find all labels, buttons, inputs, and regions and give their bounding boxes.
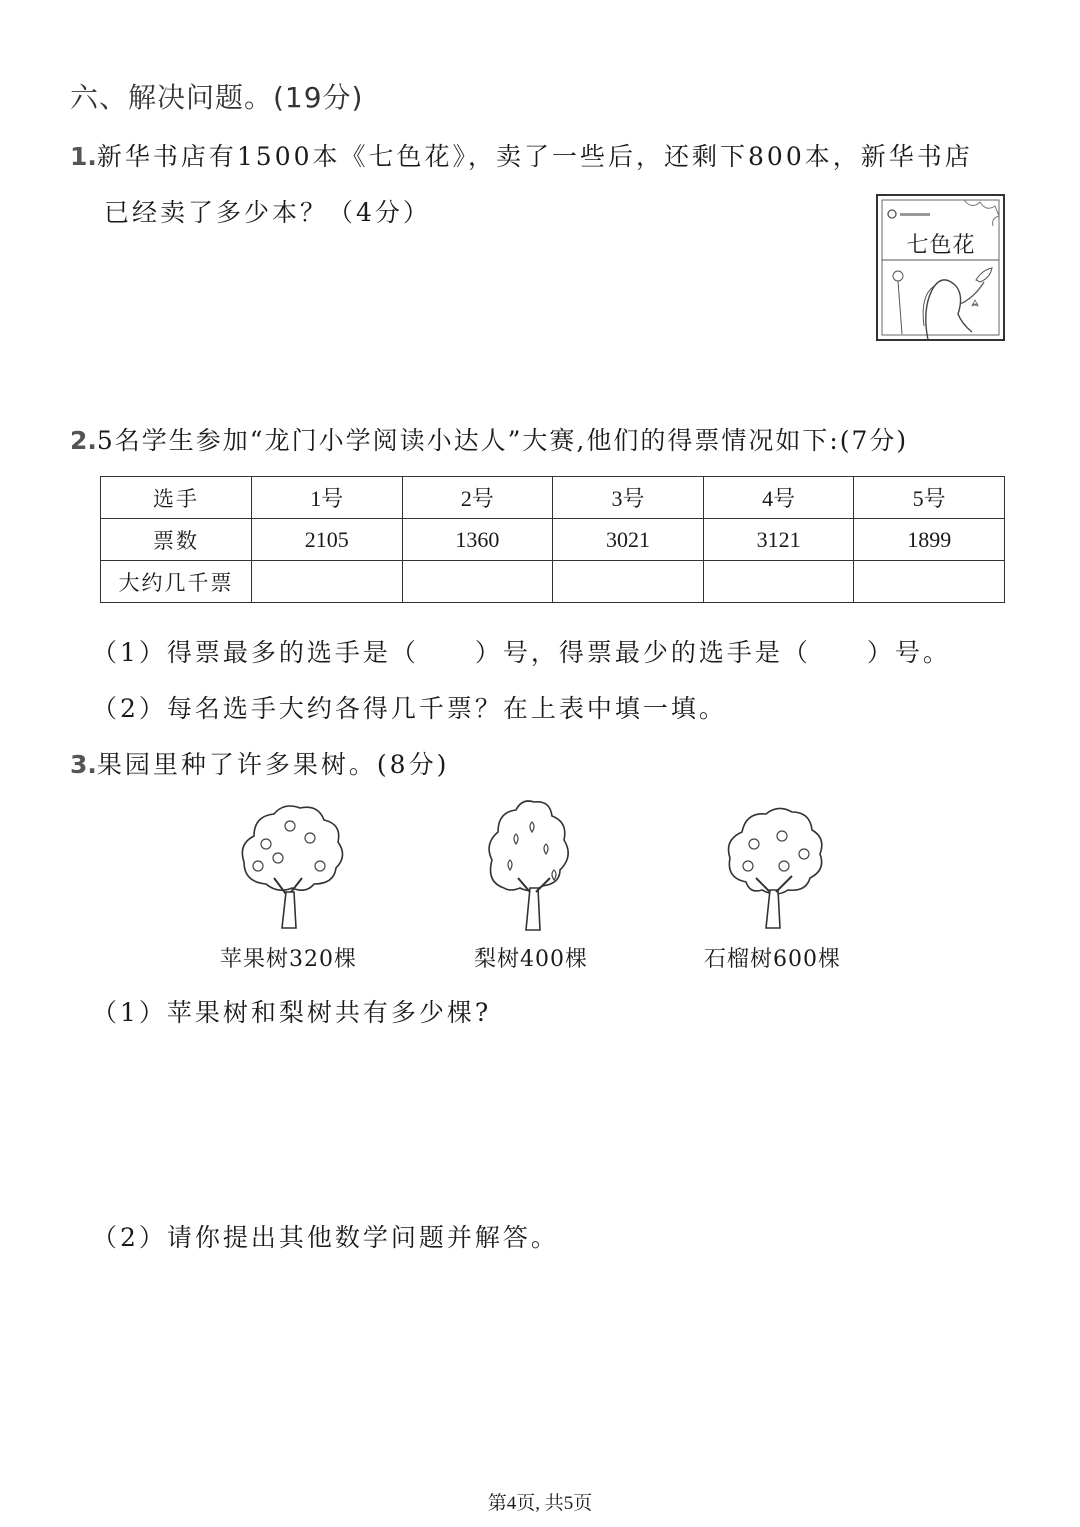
table-cell-votes: 1899 bbox=[854, 519, 1005, 561]
question-2-sub-2: （2）每名选手大约各得几千票？在上表中填一填。 bbox=[92, 694, 727, 723]
table-cell-votes: 1360 bbox=[402, 519, 553, 561]
table-header-estimate: 大约几千票 bbox=[101, 561, 252, 603]
table-cell-player: 3号 bbox=[553, 477, 704, 519]
table-row-estimates bbox=[101, 561, 1005, 603]
table-header-player: 选手 bbox=[101, 477, 252, 519]
pomegranate-tree-caption: 石榴树600棵 bbox=[704, 947, 841, 972]
question-3-sub-2: （2）请你提出其他数学问题并解答。 bbox=[92, 1223, 559, 1252]
question-3-line bbox=[70, 745, 449, 781]
book-cover-illustration bbox=[876, 194, 1006, 342]
table-cell-votes: 3121 bbox=[703, 519, 854, 561]
pear-tree-caption: 梨树400棵 bbox=[474, 947, 588, 972]
answer-cell-estimate[interactable] bbox=[854, 561, 1005, 603]
page-number: 第4页, 共5页 bbox=[487, 1493, 593, 1514]
question-2-sub-1: （1）得票最多的选手是（ ）号，得票最少的选手是（ ）号。 bbox=[92, 638, 951, 667]
question-3-number: 3. bbox=[70, 750, 97, 779]
answer-cell-estimate[interactable] bbox=[553, 561, 704, 603]
question-2-text: 5名学生参加“龙门小学阅读小达人”大赛,他们的得票情况如下:(7分) bbox=[96, 426, 909, 455]
table-row-votes bbox=[101, 519, 1005, 561]
apple-tree-icon bbox=[236, 804, 346, 930]
section-title: 六、解决问题。(19分) bbox=[70, 81, 364, 114]
pomegranate-tree-icon bbox=[722, 806, 832, 930]
apple-tree-caption: 苹果树320棵 bbox=[220, 947, 357, 972]
table-cell-votes: 3021 bbox=[553, 519, 704, 561]
table-cell-player: 5号 bbox=[854, 477, 1005, 519]
question-2-line bbox=[70, 421, 908, 457]
question-3-text: 果园里种了许多果树。(8分) bbox=[96, 750, 450, 779]
answer-cell-estimate[interactable] bbox=[703, 561, 854, 603]
answer-cell-estimate[interactable] bbox=[252, 561, 403, 603]
table-cell-votes: 2105 bbox=[252, 519, 403, 561]
pear-tree-icon bbox=[482, 800, 582, 932]
votes-table bbox=[100, 476, 1005, 603]
question-2-number: 2. bbox=[70, 426, 97, 455]
book-cover-icon bbox=[876, 194, 1006, 342]
question-1-text-line-1: 新华书店有1500本《七色花》，卖了一些后，还剩下800本，新华书店 bbox=[96, 142, 973, 171]
table-row-players bbox=[101, 477, 1005, 519]
question-3-sub-1: （1）苹果树和梨树共有多少棵? bbox=[92, 998, 492, 1027]
table-cell-player: 4号 bbox=[703, 477, 854, 519]
table-cell-player: 2号 bbox=[402, 477, 553, 519]
table-header-votes: 票数 bbox=[101, 519, 252, 561]
table-cell-player: 1号 bbox=[252, 477, 403, 519]
question-1-line-1 bbox=[70, 137, 973, 173]
question-1-text-line-2: 已经卖了多少本？（4分） bbox=[104, 198, 431, 227]
answer-cell-estimate[interactable] bbox=[402, 561, 553, 603]
question-1-number: 1. bbox=[70, 142, 97, 171]
book-title: 七色花 bbox=[906, 233, 976, 258]
